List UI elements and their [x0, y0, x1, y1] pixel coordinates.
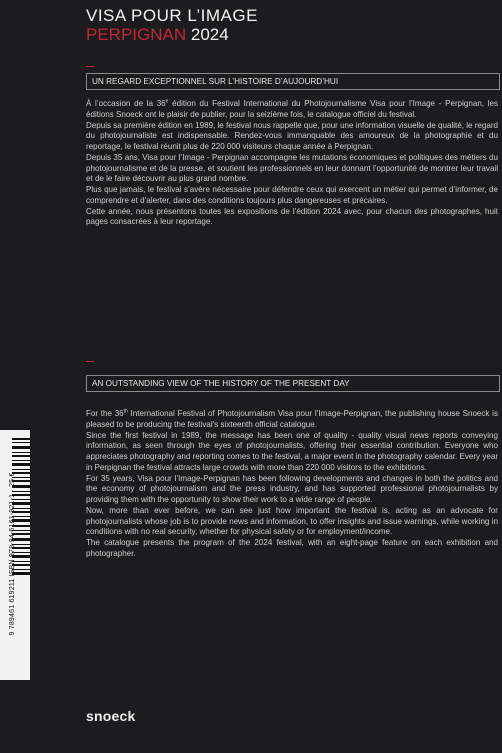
english-paragraph: Now, more than ever before, we can see just how important the festival is, acting as an advocate for photojournalists whose job is to provide news and information, to offer insights and issue warnings, while working in conditions with no real security, whether for physical safety or for employment/income. [86, 505, 498, 537]
french-body [86, 99, 498, 228]
accent-line-top [86, 66, 94, 67]
english-paragraph: For the 36th International Festival of Photojournalism Visa pour l’Image-Perpignan, the publishing house Snoeck is pleased to be producing the festival’s sixteenth official catalogue. [86, 408, 498, 429]
subtitle-year: 2024 [190, 25, 229, 44]
cover-title: VISA POUR L’IMAGE [86, 6, 258, 25]
subtitle-city: PERPIGNAN [86, 25, 187, 44]
english-paragraph: The catalogue presents the program of the 2024 festival, with an eight-page feature on each exhibition and photographer. [86, 538, 498, 558]
french-paragraph: Depuis sa première édition en 1989, le festival nous rappelle que, pour une information visuelle de qualité, le regard du photojournaliste est indispensable. Rendez-vous immanquable des amoureux de la photographie et du reportage, le festival réunit plus de 220 000 visiteurs chaque année à Perpignan. [86, 120, 498, 151]
french-paragraph: À l’occasion de la 36e édition du Festival International du Photojournalisme Visa pour l’Image - Perpignan, les éditions Snoeck ont le plaisir de publier, pour la seizième fois, le catalogue officiel du festival. [86, 98, 499, 119]
publisher-logo: snoeck [86, 708, 136, 724]
accent-line-middle [86, 361, 94, 362]
isbn-number: 9 789461 619211 ISBN 978-94-6161-921-1 · 25 € [9, 472, 16, 636]
french-paragraph: Depuis 35 ans, Visa pour l’Image - Perpignan accompagne les mutations économiques et politiques des métiers du photojournalisme et de la presse, et soutient les professionnels en leur donnant l’opportunité de montrer leur travail et de le faire découvrir au plus grand nombre. [86, 152, 498, 184]
french-paragraph: Cette année, nous présentons toutes les expositions de l’édition 2024 avec, pour chacun des photographes, huit pages consacrées à leur reportage. [86, 206, 498, 227]
barcode [0, 430, 30, 680]
english-section-banner: AN OUTSTANDING VIEW OF THE HISTORY OF THE PRESENT DAY [86, 375, 500, 392]
french-paragraph: Plus que jamais, le festival s’avère nécessaire pour défendre ceux qui exercent un métier qui permet d’informer, de comprendre et d’alerter, dans des conditions toujours plus dangereuses et précaires. [86, 185, 498, 205]
english-body [86, 409, 498, 560]
cover-subtitle [86, 25, 229, 45]
french-section-banner: UN REGARD EXCEPTIONNEL SUR L’HISTOIRE D’AUJOURD’HUI [86, 73, 500, 90]
english-paragraph: Since the first festival in 1989, the message has been one of quality - quality visual news reports conveying information, as seen through the eyes of photojournalists, offering their essential contribution. Everyone who appreciates photography and reporting comes to the festival, a major event in the photography calendar. Every year in Perpignan the festival attracts large crowds with more than 220 000 visitors to the exhibitions. [86, 430, 498, 472]
english-paragraph: For 35 years, Visa pour l’Image-Perpignan has been following developments and changes in both the politics and the economy of photojournalism and the press industry, and has supported professional photojournalists by providing them with the opportunity to show their work to a wide range of people. [86, 473, 498, 504]
